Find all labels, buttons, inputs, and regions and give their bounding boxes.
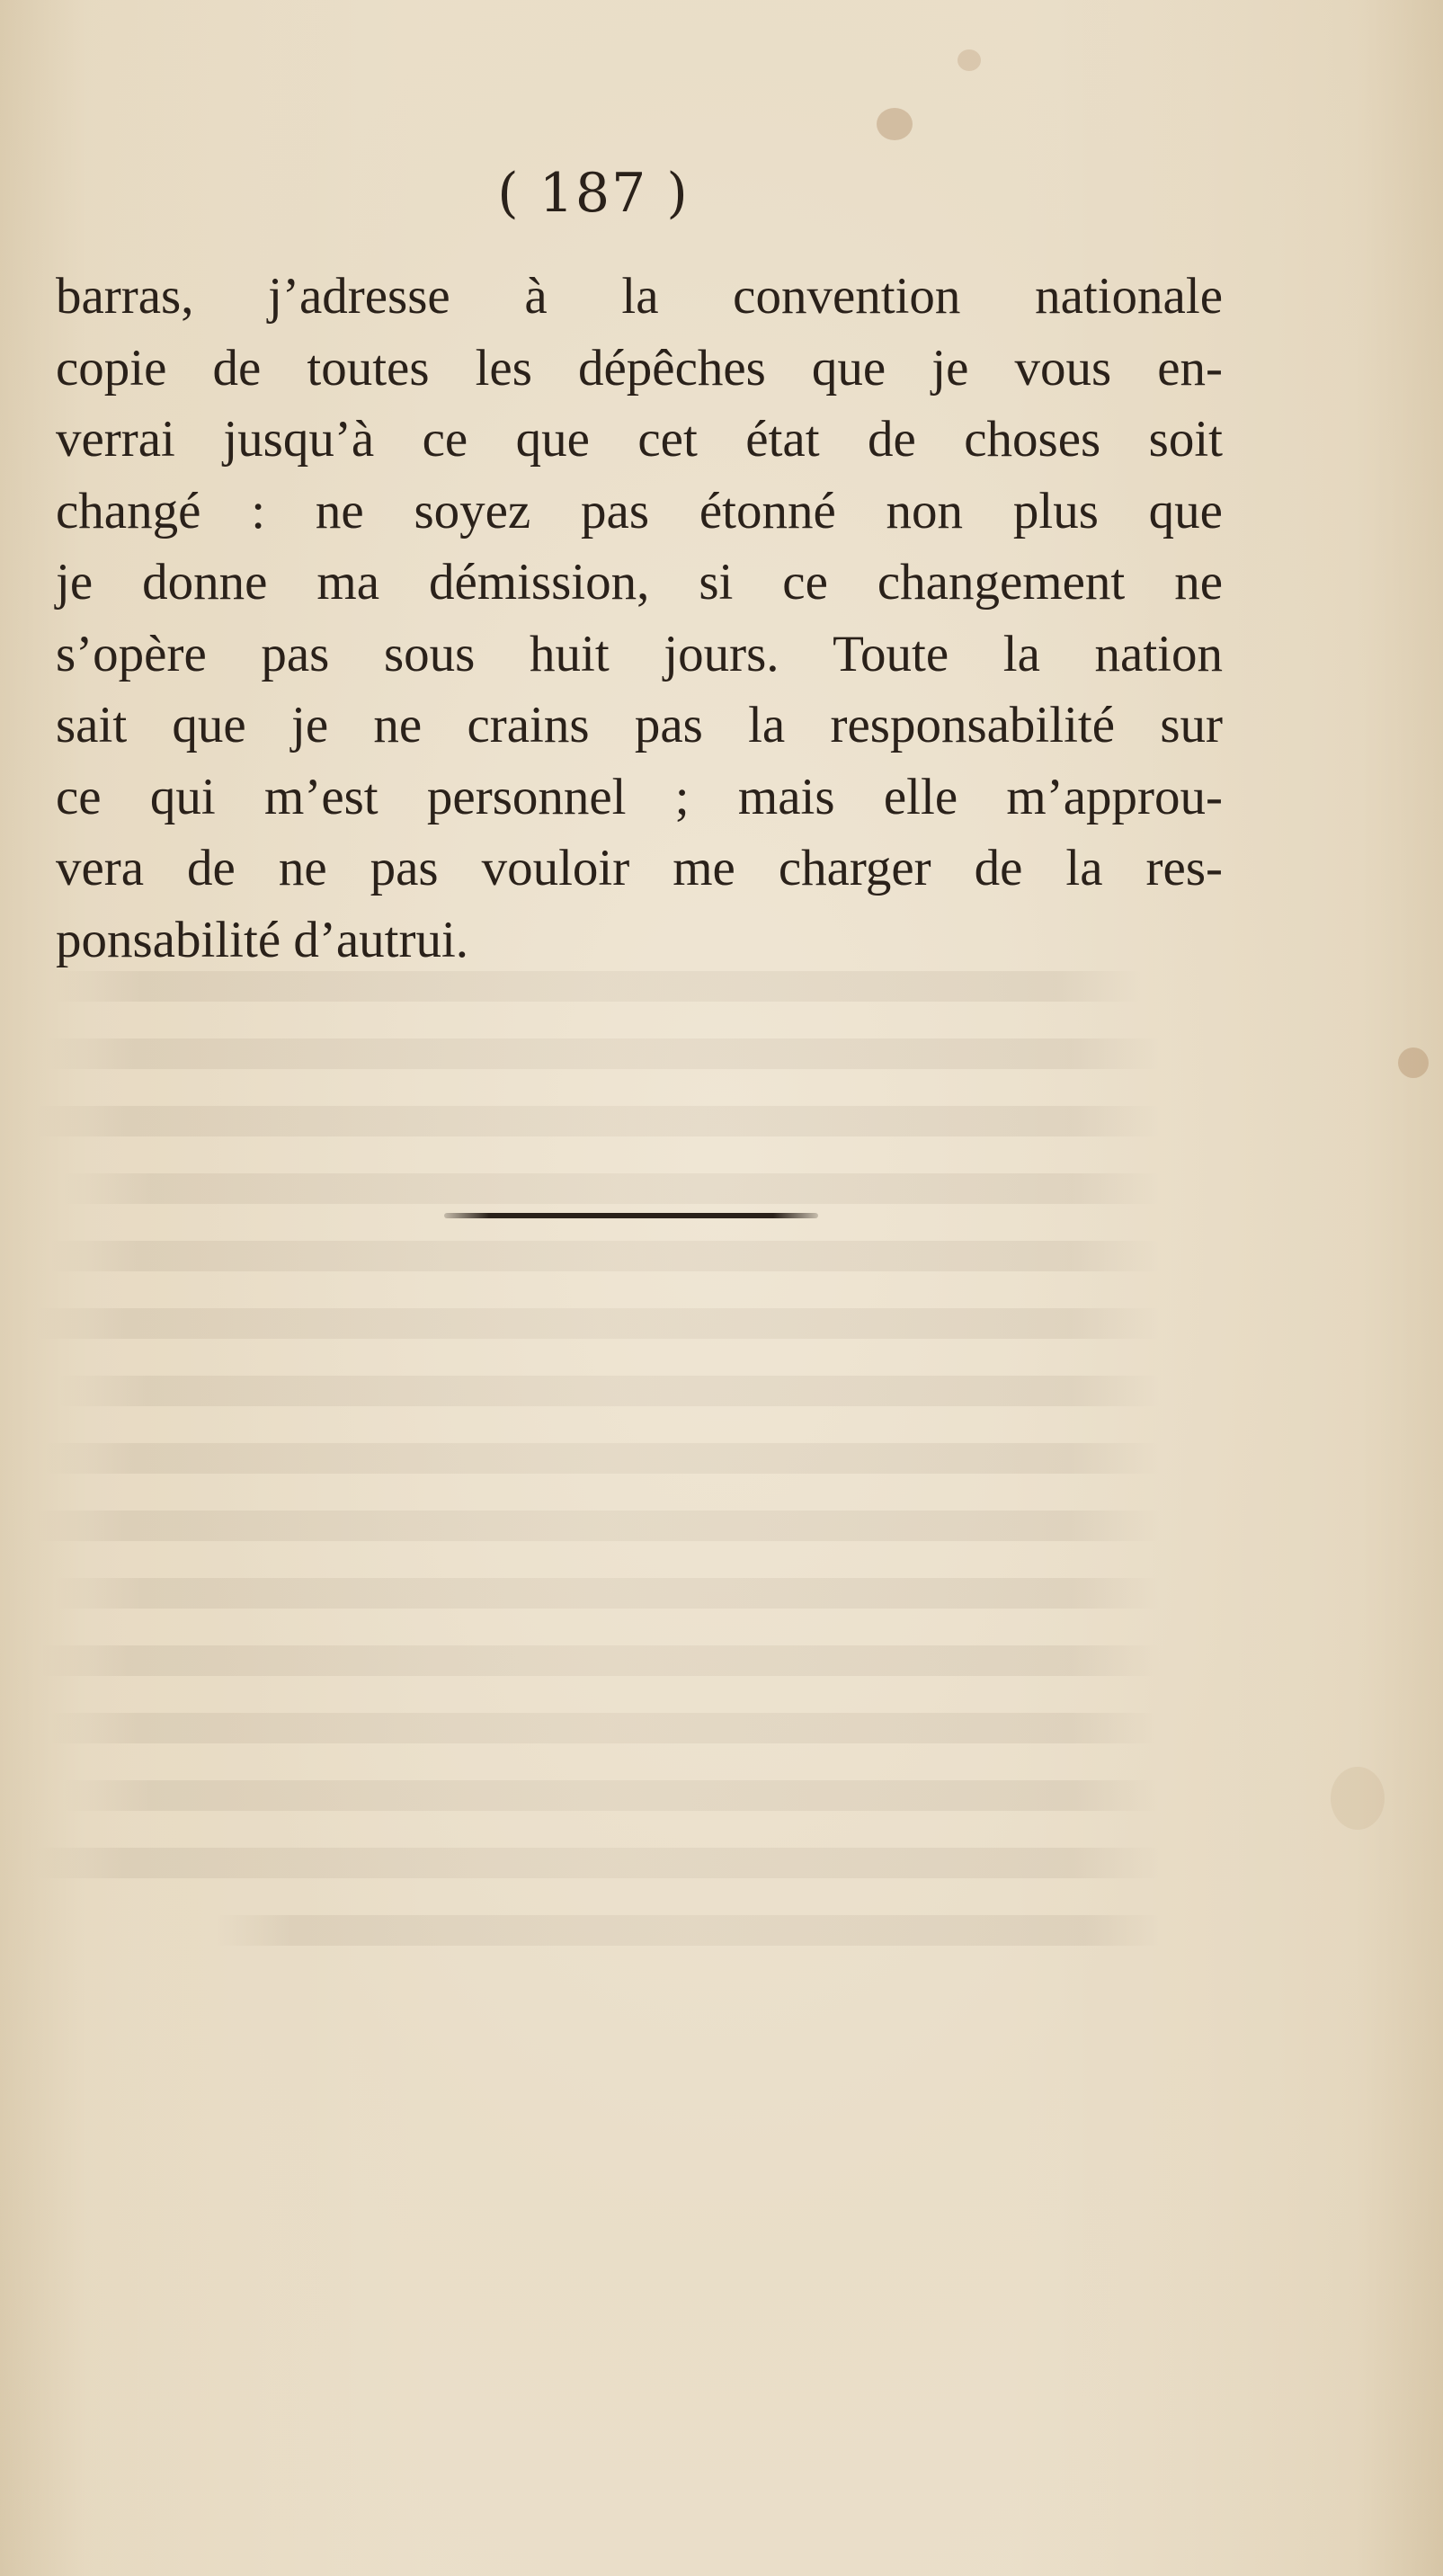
foxing-spot: [1398, 1047, 1429, 1078]
text-line: je donne ma démission, si ce changement ne: [56, 554, 1223, 611]
text-line: ce qui m’est personnel ; mais elle m’approu-: [56, 768, 1223, 825]
text-line: copie de toutes les dépêches que je vous en-: [56, 339, 1223, 397]
text-line: s’opère pas sous huit jours. Toute la nation: [56, 625, 1223, 682]
text-line: ponsabilité d’autrui.: [56, 911, 469, 968]
text-line: vera de ne pas vouloir me charger de la res-: [56, 840, 1223, 896]
text-line: changé : ne soyez pas étonné non plus que: [56, 482, 1223, 539]
text-line: barras, j’adresse à la convention nationale: [56, 268, 1223, 325]
foxing-spot: [958, 49, 981, 71]
text-line: verrai jusqu’à ce que cet état de choses soit: [56, 411, 1223, 468]
section-divider-rule: [444, 1213, 818, 1218]
body-text: [56, 261, 1223, 976]
foxing-spot: [877, 108, 913, 140]
page-number-header: ( 187 ): [497, 162, 690, 225]
foxing-spot: [1331, 1767, 1385, 1830]
text-line: sait que je ne crains pas la responsabilité sur: [56, 697, 1223, 753]
show-through-text: [36, 971, 1187, 1960]
